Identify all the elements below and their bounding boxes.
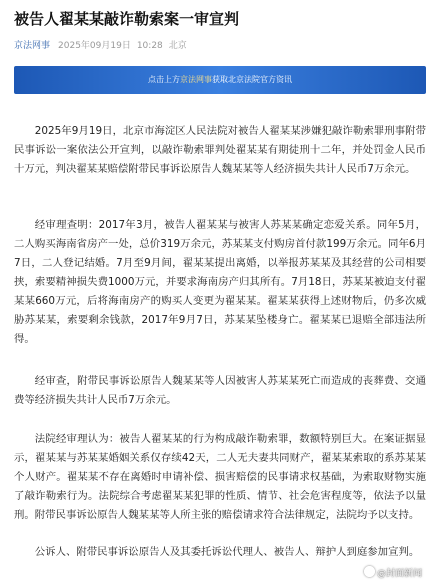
article-title: 被告人翟某某敲诈勒索案一审宣判 [14,10,240,28]
article-source-link[interactable]: 京法网事 [14,41,51,51]
watermark-text: @封面新闻 [376,569,422,579]
banner-suffix: 获取北京法院官方资讯 [212,75,292,84]
banner-prefix: 点击上方 [148,75,180,84]
article-paragraph: 法院经审理认为：被告人翟某某的行为构成敲诈勒索罪，数额特别巨大。在案证据显示，翟某某与苏某某婚姻关系仅存续42天，二人无夫妻共同财产，翟某某索取的系苏某某个人财产。翟某某不存在离婚时申请补偿、损害赔偿的民事请求权基础，为索取财物实施了敲诈勒索行为。法院综合考虑翟某某犯罪的性质、情节、社会危害程度等，依法予以量刑。附带民事诉讼原告人魏某某等人所主张的赔偿请求符合法律规定，法院均予以支持。 [14,433,426,521]
watermark-logo-icon [364,566,375,577]
article-time: 10:28 [136,41,163,51]
article-date: 2025年09月19日 [58,41,131,51]
article-paragraph: 经审理查明：2017年3月，被告人翟某某与被害人苏某某确定恋爱关系。同年5月，二人购买海南省房产一处，总价319万余元，苏某某支付购房首付款199万余元。同年6月7日，二人登记结婚。7月至9月间，翟某某提出离婚，以举报苏某某及其经营的公司相要挟，索要精神损失费1000万元，并要求海南房产归其所有。7月18日，苏某某被迫支付翟某某660万元，后将海南房产的购买人变更为翟某某。翟某某获得上述财物后，仍多次威胁苏某某，索要剩余钱款，2017年9月7日，苏某某坠楼身亡。翟某某已退赔全部违法所得。 [14,219,426,345]
article-location: 北京 [168,41,187,51]
banner-text [14,66,426,94]
follow-banner[interactable] [14,66,426,94]
article-paragraph: 2025年9月19日，北京市海淀区人民法院对被告人翟某某涉嫌犯敲诈勒索罪刑事附带民事诉讼一案依法公开宣判，以敲诈勒索罪判处翟某某有期徒刑十二年，并处罚金人民币十万元，判决翟某某赔偿附带民事诉讼原告人魏某某等人经济损失共计人民币7万余元。 [14,125,426,175]
article-paragraph: 公诉人、附带民事诉讼原告人及其委托诉讼代理人、被告人、辩护人到庭参加宣判。 [34,546,420,558]
watermark [364,566,422,579]
article-meta [14,38,193,54]
banner-account-name[interactable]: 京法网事 [180,75,212,84]
article-paragraph: 经审查，附带民事诉讼原告人魏某某等人因被害人苏某某死亡而造成的丧葬费、交通费等经济损失共计人民币7万余元。 [14,375,426,406]
